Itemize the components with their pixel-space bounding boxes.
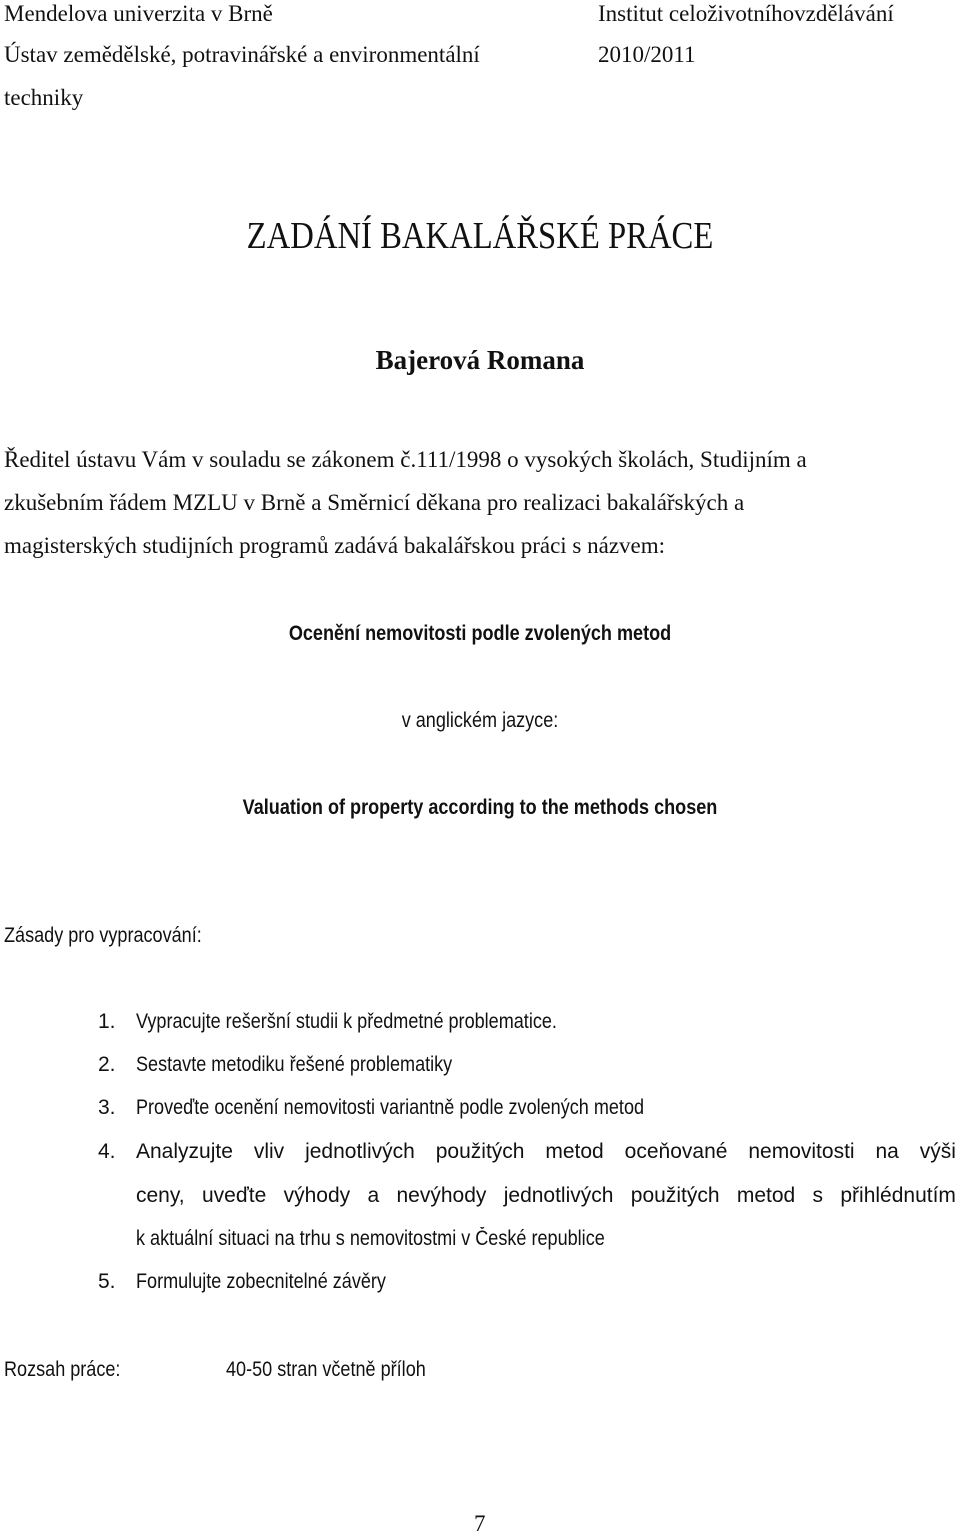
institute-name: Institut celoživotníhovzdělávání — [598, 1, 894, 26]
university-name: Mendelova univerzita v Brně — [4, 1, 273, 26]
list-item-number: 3. — [98, 1096, 116, 1119]
word: přihlédnutím — [840, 1184, 956, 1207]
list-item-4-line-3: k aktuální situaci na trhu s nemovitostmi v České republice — [136, 1227, 605, 1250]
list-item-number: 2. — [98, 1053, 116, 1076]
department-name-line2: techniky — [4, 85, 84, 110]
list-item-number: 1. — [98, 1010, 116, 1033]
scope-label: Rozsah práce: — [4, 1358, 121, 1381]
student-name: Bajerová Romana — [375, 345, 585, 375]
word: použitých — [435, 1140, 525, 1163]
principles-label: Zásady pro vypracování: — [4, 924, 202, 947]
word: ceny, — [136, 1184, 185, 1207]
list-item-4-line-2 — [136, 1182, 956, 1210]
scope-value: 40-50 stran včetně příloh — [226, 1358, 426, 1381]
intro-line-3: magisterských studijních programů zadává bakalářskou práci s názvem: — [4, 533, 666, 558]
word: uveďte — [201, 1184, 267, 1207]
word: vliv — [253, 1140, 285, 1163]
list-item-text: Proveďte ocenění nemovitosti variantně podle zvolených metod — [136, 1096, 645, 1119]
academic-year: 2010/2011 — [598, 42, 696, 67]
list-item-text: Vypracujte rešeršní studii k předmetné problematice. — [136, 1010, 557, 1033]
document-title: ZADÁNÍ BAKALÁŘSKÉ PRÁCE — [246, 215, 714, 257]
thesis-title-english: Valuation of property according to the methods chosen — [242, 796, 718, 819]
word: výši — [919, 1140, 956, 1163]
list-item-number: 5. — [98, 1270, 116, 1293]
word: výhody — [283, 1184, 351, 1207]
department-name-line1: Ústav zemědělské, potravinářské a environmentální — [4, 42, 480, 67]
word: na — [875, 1140, 899, 1163]
word: s — [812, 1184, 824, 1207]
list-item-4-line-1 — [136, 1138, 956, 1166]
word: a — [367, 1184, 380, 1207]
intro-line-2: zkušebním řádem MZLU v Brně a Směrnicí děkana pro realizaci bakalářských a — [4, 490, 745, 515]
word: použitých — [630, 1184, 720, 1207]
thesis-title-czech: Ocenění nemovitosti podle zvolených metod — [288, 622, 672, 645]
word: jednotlivých — [305, 1140, 415, 1163]
list-item-number: 4. — [98, 1140, 116, 1163]
word: metod — [545, 1140, 604, 1163]
word: nevýhody — [396, 1184, 487, 1207]
word: jednotlivých — [503, 1184, 614, 1207]
list-item-text: Sestavte metodiku řešené problematiky — [136, 1053, 453, 1076]
word: metod — [736, 1184, 796, 1207]
word: oceňované — [624, 1140, 728, 1163]
english-title-label: v anglickém jazyce: — [401, 709, 559, 732]
word: nemovitosti — [748, 1140, 855, 1163]
intro-line-1: Ředitel ústavu Vám v souladu se zákonem č.111/1998 o vysokých školách, Studijním a — [4, 447, 807, 472]
word: Analyzujte — [136, 1140, 233, 1163]
page-number: 7 — [474, 1511, 486, 1536]
list-item-text: Formulujte zobecnitelné závěry — [136, 1270, 386, 1293]
